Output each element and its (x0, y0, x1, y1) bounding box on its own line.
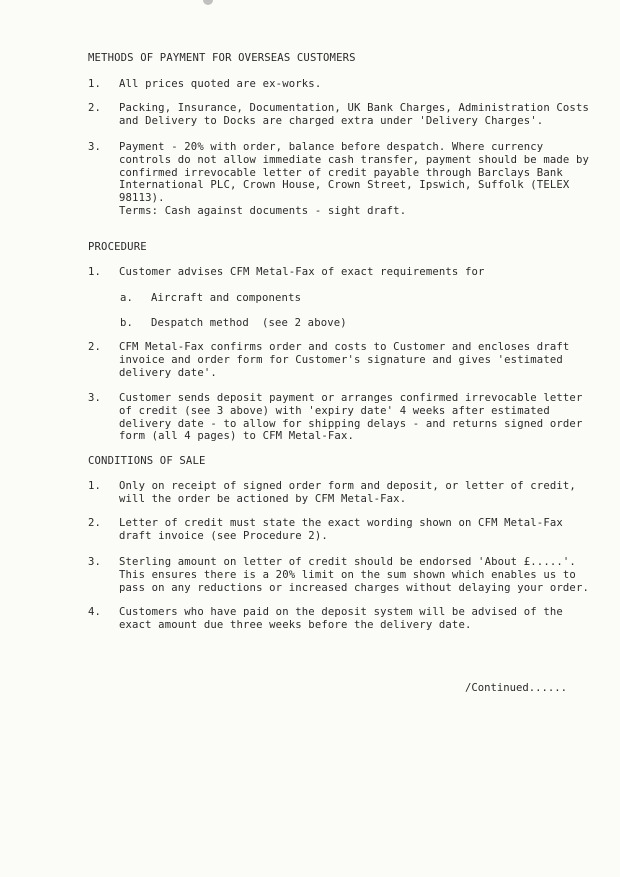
item-line: pass on any reductions or increased charges without delaying your order. (119, 581, 590, 594)
item-line: controls do not allow immediate cash transfer, payment should be made by (119, 153, 590, 166)
item-line: Packing, Insurance, Documentation, UK Bank Charges, Administration Costs (119, 102, 590, 114)
subitem-letter: a. (120, 292, 134, 304)
item-line: of credit (see 3 above) with 'expiry date' 4 weeks after estimated (119, 404, 550, 417)
item-number: 4. (88, 606, 102, 618)
procedure-item-2 (88, 341, 580, 379)
item-line: Payment - 20% with order, balance before despatch. Where currency (119, 141, 544, 153)
item-line: will the order be actioned by CFM Metal-Fax. (119, 492, 407, 505)
item-line: Customer advises CFM Metal-Fax of exact requirements for (119, 266, 485, 278)
payment-heading: METHODS OF PAYMENT FOR OVERSEAS CUSTOMERS (88, 52, 356, 64)
item-line: invoice and order form for Customer's signature and gives 'estimated (119, 353, 563, 366)
scan-speck (203, 0, 213, 5)
item-number: 2. (88, 102, 102, 114)
payment-item-3 (88, 141, 590, 218)
item-line: and Delivery to Docks are charged extra under 'Delivery Charges'. (119, 114, 544, 127)
item-line: CFM Metal-Fax confirms order and costs to Customer and encloses draft (119, 341, 570, 353)
item-line: confirmed irrevocable letter of credit payable through Barclays Bank (119, 166, 563, 179)
item-number: 2. (88, 341, 102, 353)
item-line: This ensures there is a 20% limit on the sum shown which enables us to (119, 568, 576, 581)
procedure-item-1 (88, 266, 580, 279)
item-number: 3. (88, 392, 102, 404)
conditions-item-4 (88, 606, 580, 632)
item-line: form (all 4 pages) to CFM Metal-Fax. (119, 430, 355, 443)
continued-note: /Continued...... (465, 682, 568, 694)
payment-item-2 (88, 102, 590, 128)
payment-item-1 (88, 78, 580, 91)
item-line: exact amount due three weeks before the delivery date. (119, 618, 472, 631)
item-line: delivery date - to allow for shipping delays - and returns signed order (119, 417, 583, 430)
conditions-item-3 (88, 556, 590, 594)
procedure-subitem-b (120, 317, 520, 330)
item-line: Terms: Cash against documents - sight draft. (119, 204, 407, 217)
procedure-heading: PROCEDURE (88, 241, 147, 253)
item-line: Sterling amount on letter of credit should be endorsed 'About £.....'. (119, 556, 576, 568)
item-line: draft invoice (see Procedure 2). (119, 529, 328, 542)
item-number: 3. (88, 556, 102, 568)
conditions-item-2 (88, 517, 580, 543)
procedure-subitem-a (120, 292, 520, 305)
item-number: 1. (88, 266, 102, 278)
subitem-text: Aircraft and components (151, 292, 302, 304)
item-line: delivery date'. (119, 366, 217, 379)
item-line: Customers who have paid on the deposit system will be advised of the (119, 606, 563, 618)
item-number: 3. (88, 141, 102, 153)
item-number: 1. (88, 480, 102, 492)
item-number: 1. (88, 78, 102, 90)
procedure-item-3 (88, 392, 583, 443)
subitem-text: Despatch method (see 2 above) (151, 317, 347, 329)
item-line: Customer sends deposit payment or arranges confirmed irrevocable letter (119, 392, 583, 404)
item-line: All prices quoted are ex-works. (119, 78, 322, 90)
item-line: Only on receipt of signed order form and deposit, or letter of credit, (119, 480, 576, 492)
item-number: 2. (88, 517, 102, 529)
item-line: 98113). (119, 192, 165, 205)
item-line: Letter of credit must state the exact wording shown on CFM Metal-Fax (119, 517, 563, 529)
conditions-heading: CONDITIONS OF SALE (88, 455, 206, 467)
conditions-item-1 (88, 480, 580, 506)
subitem-letter: b. (120, 317, 134, 329)
item-line: International PLC, Crown House, Crown Street, Ipswich, Suffolk (TELEX (119, 179, 570, 192)
